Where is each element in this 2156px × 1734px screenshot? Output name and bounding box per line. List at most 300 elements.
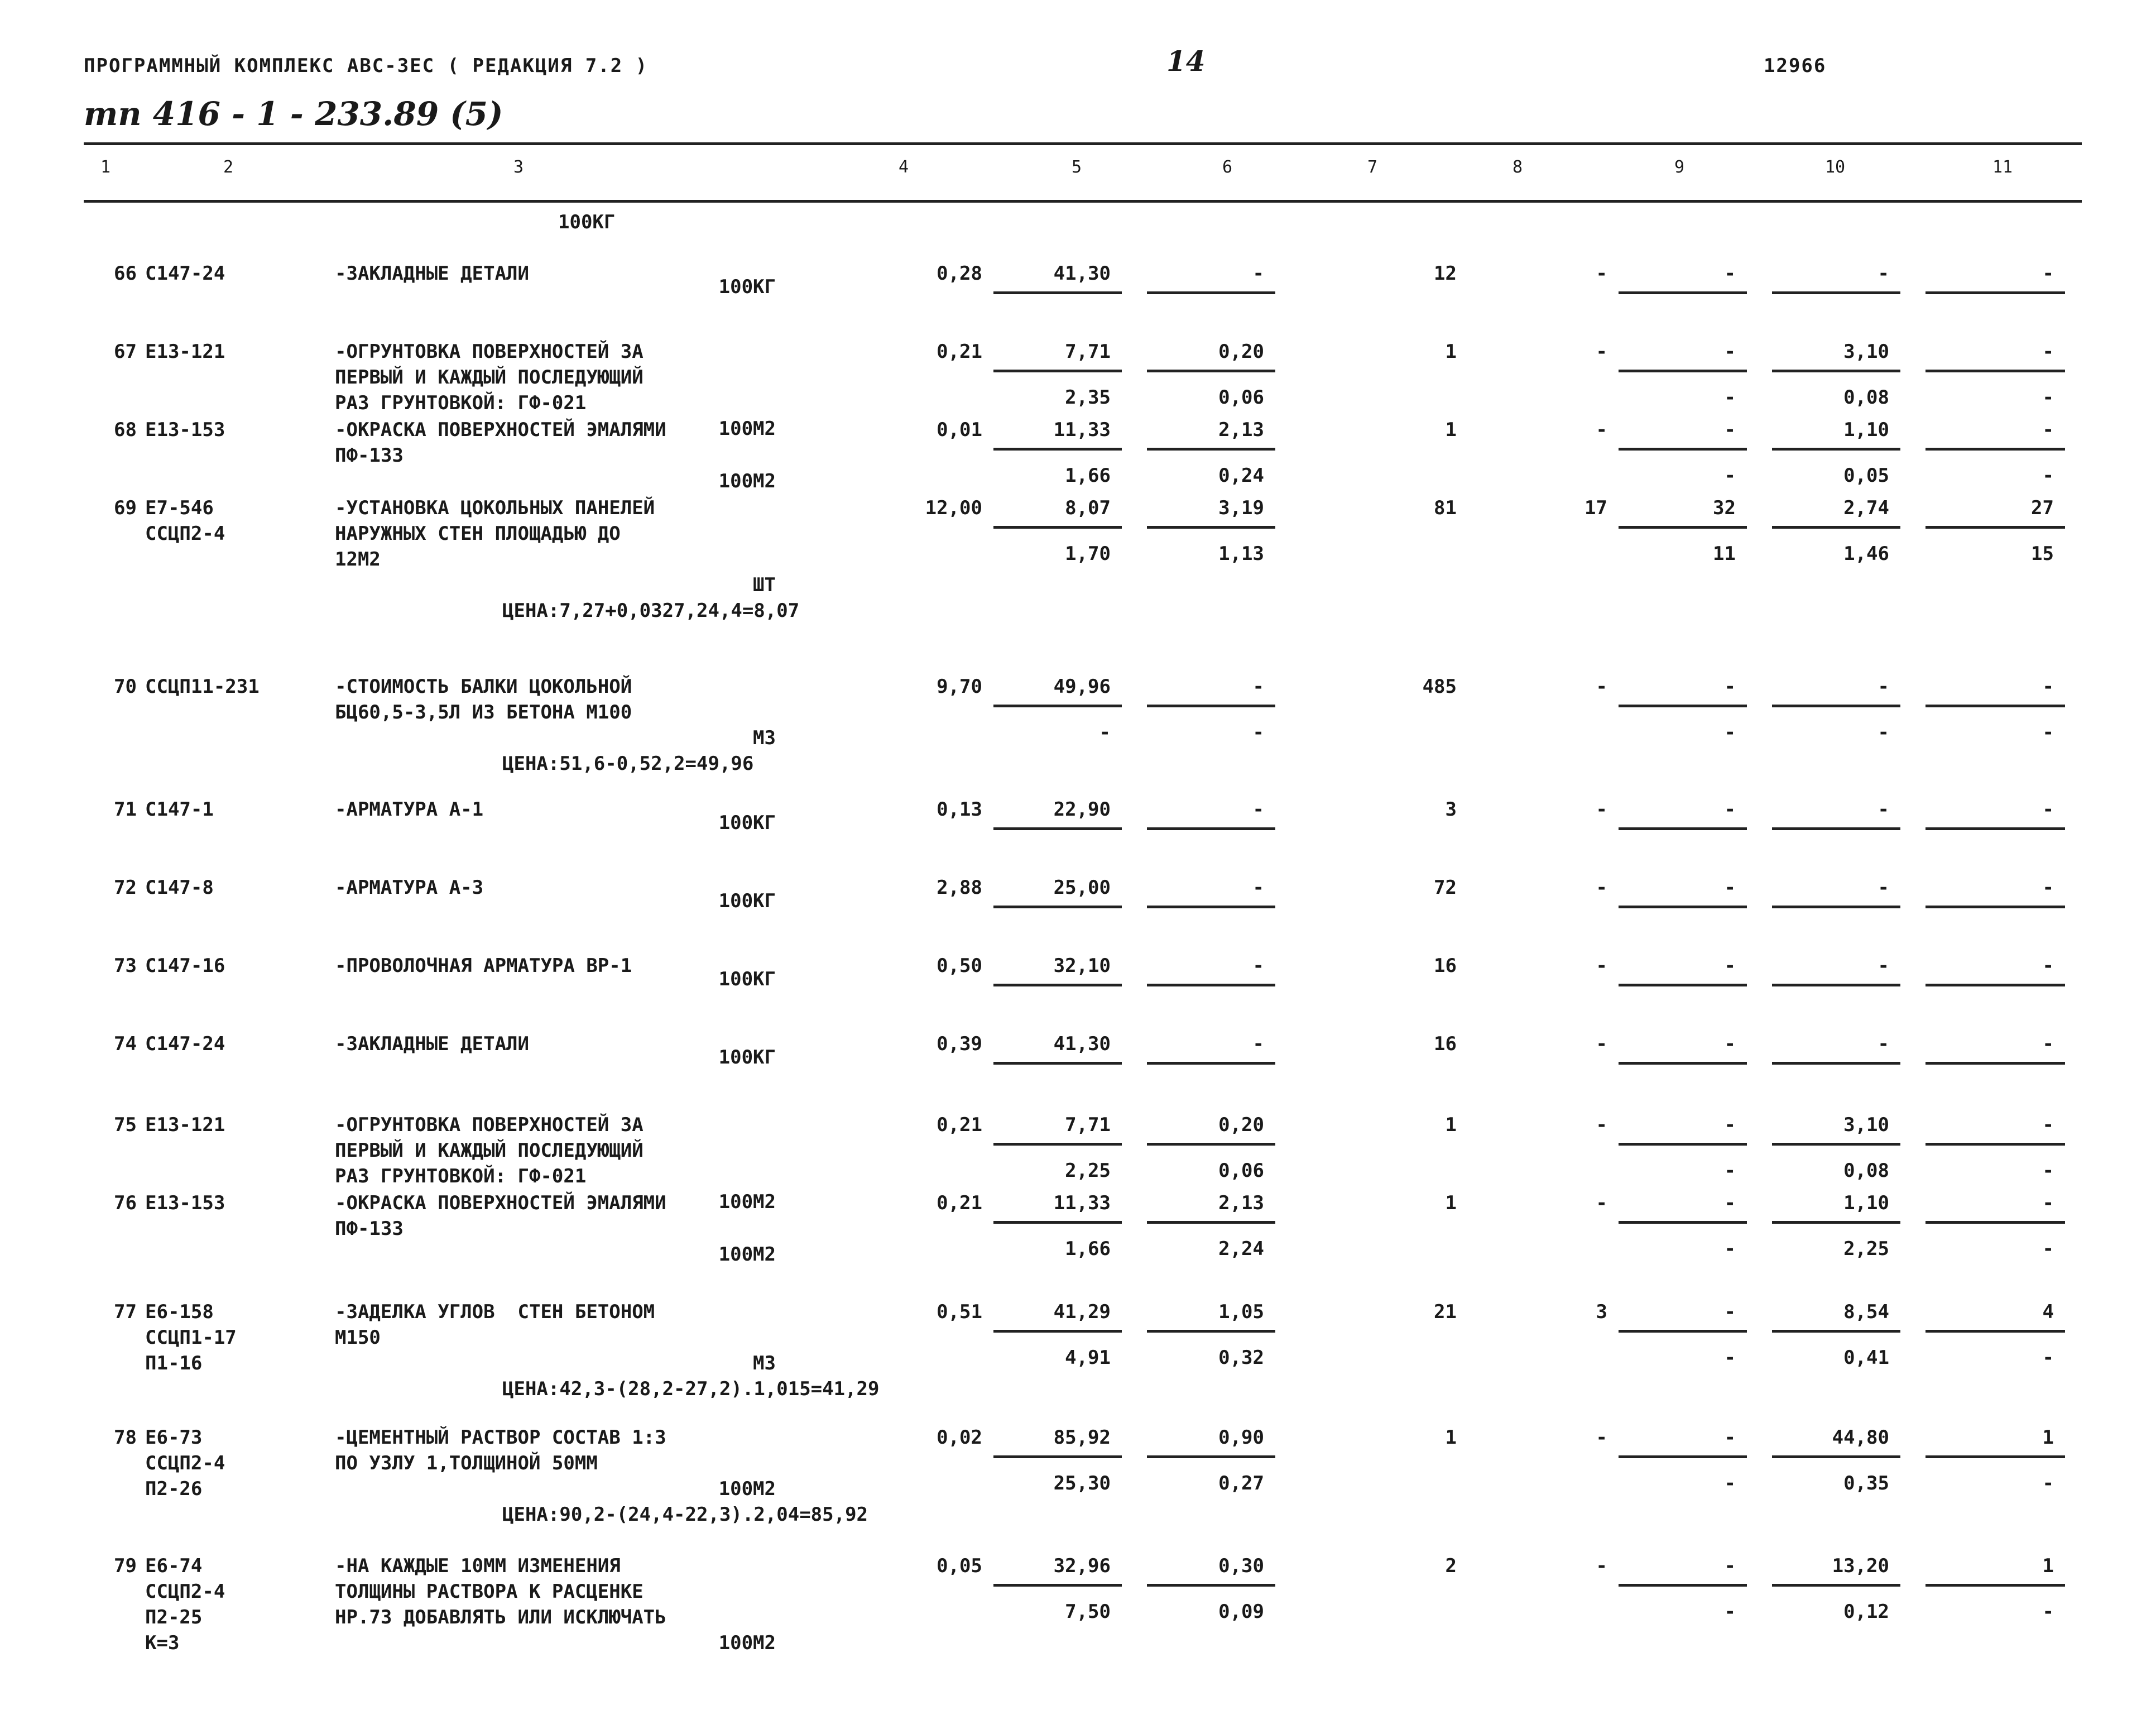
- row-c5-bottom: 1,66: [1065, 464, 1111, 487]
- row-quantity: 9,70: [937, 676, 982, 698]
- row-description: -ЗАДЕЛКА УГЛОВ СТЕН БЕТОНОМ: [335, 1301, 655, 1323]
- row-c11-bottom: 15: [2031, 543, 2054, 565]
- row-description: ПЕРВЫЙ И КАЖДЫЙ ПОСЛЕДУЮЩИЙ: [335, 1139, 644, 1162]
- row-c9-bottom: -: [1724, 386, 1736, 409]
- row-c6-top: 0,20: [1218, 341, 1264, 363]
- row-c11-top: -: [2042, 341, 2054, 363]
- row-c10-underline: [1772, 526, 1900, 529]
- row-c10-underline: [1772, 827, 1900, 830]
- row-c6-top: 3,19: [1218, 497, 1264, 519]
- row-c7: 1: [1445, 1114, 1457, 1136]
- row-number: 74: [114, 1033, 137, 1055]
- row-c8: -: [1596, 262, 1607, 285]
- row-number: 66: [114, 262, 137, 285]
- row-c6-bottom: 0,09: [1218, 1601, 1264, 1623]
- row-c10-top: 1,10: [1843, 1192, 1889, 1214]
- row-c5-underline: [993, 370, 1122, 372]
- row-c5-bottom: 2,35: [1065, 386, 1111, 409]
- row-c11-underline: [1925, 1062, 2065, 1065]
- row-c10-top: 13,20: [1832, 1555, 1889, 1577]
- row-c6-underline: [1147, 1455, 1275, 1458]
- row-description: -ОКРАСКА ПОВЕРХНОСТЕЙ ЭМАЛЯМИ: [335, 419, 666, 441]
- row-c10-top: -: [1878, 1033, 1889, 1055]
- row-description: НР.73 ДОБАВЛЯТЬ ИЛИ ИСКЛЮЧАТЬ: [335, 1606, 666, 1628]
- row-c5-top: 41,30: [1053, 1033, 1111, 1055]
- row-c5-underline: [993, 1455, 1122, 1458]
- row-c7: 2: [1445, 1555, 1457, 1577]
- row-c11-bottom: -: [2042, 1347, 2054, 1369]
- row-c11-top: -: [2042, 1192, 2054, 1214]
- row-c11-underline: [1925, 1221, 2065, 1224]
- row-c10-underline: [1772, 1143, 1900, 1146]
- row-description: 12М2: [335, 548, 381, 571]
- row-c11-underline: [1925, 1584, 2065, 1587]
- row-c5-bottom: 1,66: [1065, 1238, 1111, 1260]
- row-quantity: 0,01: [937, 419, 982, 441]
- row-c7: 1: [1445, 419, 1457, 441]
- row-c11-bottom: -: [2042, 1238, 2054, 1260]
- row-c9-top: -: [1724, 1192, 1736, 1214]
- program-header: ПРОГРАММНЫЙ КОМПЛЕКС АВС-3ЕС ( РЕДАКЦИЯ 7.2 ): [84, 55, 649, 77]
- row-c11-top: -: [2042, 798, 2054, 821]
- row-code: С147-1: [145, 798, 214, 821]
- row-c10-bottom: -: [1878, 721, 1889, 744]
- row-c6-top: 0,20: [1218, 1114, 1264, 1136]
- row-c6-top: 2,13: [1218, 1192, 1264, 1214]
- row-price-note: ЦЕНА:7,27+0,0327,24,4=8,07: [502, 600, 800, 622]
- col-num-11: 11: [1992, 157, 2013, 177]
- row-number: 68: [114, 419, 137, 441]
- row-c5-underline: [993, 1330, 1122, 1333]
- row-c6-top: -: [1252, 798, 1264, 821]
- row-c11-top: 4: [2042, 1301, 2054, 1323]
- row-number: 78: [114, 1426, 137, 1449]
- row-c5-top: 7,71: [1065, 1114, 1111, 1136]
- row-c5-underline: [993, 705, 1122, 707]
- row-c9-top: -: [1724, 1301, 1736, 1323]
- row-code: ССЦП2-4: [145, 523, 225, 545]
- row-c7: 3: [1445, 798, 1457, 821]
- row-code: Е13-121: [145, 341, 225, 363]
- row-c7: 485: [1422, 676, 1457, 698]
- row-code: ССЦП1-17: [145, 1326, 237, 1349]
- row-c9-top: -: [1724, 876, 1736, 899]
- row-c7: 21: [1434, 1301, 1457, 1323]
- row-unit: 100М2: [718, 470, 776, 492]
- row-c5-bottom: 25,30: [1053, 1472, 1111, 1495]
- row-c7: 16: [1434, 1033, 1457, 1055]
- row-description: ПЕРВЫЙ И КАЖДЫЙ ПОСЛЕДУЮЩИЙ: [335, 366, 644, 389]
- row-c6-bottom: 0,06: [1218, 386, 1264, 409]
- row-quantity: 12,00: [925, 497, 982, 519]
- row-c8: -: [1596, 1555, 1607, 1577]
- row-code: С147-16: [145, 955, 225, 977]
- row-c5-top: 41,30: [1053, 262, 1111, 285]
- row-c9-underline: [1619, 1455, 1747, 1458]
- row-c9-bottom: 11: [1713, 543, 1736, 565]
- row-c11-top: -: [2042, 676, 2054, 698]
- row-c11-underline: [1925, 1143, 2065, 1146]
- row-c5-top: 32,10: [1053, 955, 1111, 977]
- row-code: Е13-121: [145, 1114, 225, 1136]
- row-c10-underline: [1772, 291, 1900, 294]
- row-c10-underline: [1772, 1330, 1900, 1333]
- row-c10-top: -: [1878, 798, 1889, 821]
- row-c10-bottom: 0,08: [1843, 1160, 1889, 1182]
- row-c6-underline: [1147, 370, 1275, 372]
- row-c11-top: 1: [2042, 1555, 2054, 1577]
- row-c10-underline: [1772, 1062, 1900, 1065]
- row-code: Е7-546: [145, 497, 214, 519]
- row-c5-underline: [993, 1584, 1122, 1587]
- row-c10-bottom: 0,41: [1843, 1347, 1889, 1369]
- row-c10-top: 1,10: [1843, 419, 1889, 441]
- row-c9-bottom: -: [1724, 1472, 1736, 1495]
- row-c5-underline: [993, 1062, 1122, 1065]
- row-c5-underline: [993, 1221, 1122, 1224]
- row-quantity: 0,21: [937, 341, 982, 363]
- row-price-note: ЦЕНА:42,3-(28,2-27,2).1,015=41,29: [502, 1378, 880, 1400]
- row-code: С147-24: [145, 1033, 225, 1055]
- row-c6-underline: [1147, 1584, 1275, 1587]
- row-number: 69: [114, 497, 137, 519]
- row-code: П2-26: [145, 1478, 203, 1500]
- row-description: -ОКРАСКА ПОВЕРХНОСТЕЙ ЭМАЛЯМИ: [335, 1192, 666, 1214]
- row-c10-top: -: [1878, 876, 1889, 899]
- row-quantity: 0,21: [937, 1114, 982, 1136]
- row-unit: 100КГ: [718, 890, 776, 912]
- row-c9-bottom: -: [1724, 1238, 1736, 1260]
- row-c7: 1: [1445, 341, 1457, 363]
- row-quantity: 0,21: [937, 1192, 982, 1214]
- row-code: ССЦП2-4: [145, 1580, 225, 1603]
- row-c5-underline: [993, 1143, 1122, 1146]
- col-num-7: 7: [1367, 157, 1378, 177]
- col-num-1: 1: [100, 157, 111, 177]
- row-c6-bottom: 1,13: [1218, 543, 1264, 565]
- row-c9-underline: [1619, 1584, 1747, 1587]
- row-c9-underline: [1619, 1143, 1747, 1146]
- row-c6-underline: [1147, 291, 1275, 294]
- row-code: С147-24: [145, 262, 225, 285]
- row-c10-top: -: [1878, 676, 1889, 698]
- row-c5-top: 8,07: [1065, 497, 1111, 519]
- row-c11-underline: [1925, 370, 2065, 372]
- row-c9-top: -: [1724, 1114, 1736, 1136]
- row-c9-top: -: [1724, 798, 1736, 821]
- row-description: -ОГРУНТОВКА ПОВЕРХНОСТЕЙ ЗА: [335, 1114, 644, 1136]
- row-c8: -: [1596, 1192, 1607, 1214]
- row-c9-underline: [1619, 448, 1747, 451]
- row-unit: 100М2: [718, 418, 776, 440]
- row-c11-bottom: -: [2042, 721, 2054, 744]
- row-unit: 100КГ: [718, 812, 776, 834]
- row-c10-underline: [1772, 906, 1900, 908]
- row-c5-bottom: 2,25: [1065, 1160, 1111, 1182]
- row-c10-underline: [1772, 984, 1900, 986]
- row-c10-underline: [1772, 370, 1900, 372]
- row-description: ПФ-133: [335, 1218, 404, 1240]
- carryover-unit: 100КГ: [558, 211, 616, 233]
- row-c6-top: -: [1252, 1033, 1264, 1055]
- row-description: -ОГРУНТОВКА ПОВЕРХНОСТЕЙ ЗА: [335, 341, 644, 363]
- row-c8: -: [1596, 1426, 1607, 1449]
- row-c11-top: 27: [2031, 497, 2054, 519]
- row-c8: -: [1596, 955, 1607, 977]
- col-num-2: 2: [223, 157, 234, 177]
- row-c9-top: -: [1724, 955, 1736, 977]
- row-c5-top: 32,96: [1053, 1555, 1111, 1577]
- row-c6-top: -: [1252, 876, 1264, 899]
- col-num-5: 5: [1072, 157, 1082, 177]
- row-c8: -: [1596, 341, 1607, 363]
- row-description: -АРМАТУРА А-1: [335, 798, 484, 821]
- row-c11-underline: [1925, 291, 2065, 294]
- col-num-4: 4: [899, 157, 909, 177]
- row-unit: 100КГ: [718, 276, 776, 298]
- row-number: 67: [114, 341, 137, 363]
- row-c10-bottom: 0,08: [1843, 386, 1889, 409]
- row-c5-bottom: 1,70: [1065, 543, 1111, 565]
- row-c9-underline: [1619, 526, 1747, 529]
- row-description: ТОЛЩИНЫ РАСТВОРА К РАСЦЕНКЕ: [335, 1580, 644, 1603]
- row-c5-top: 11,33: [1053, 1192, 1111, 1214]
- row-c9-underline: [1619, 1062, 1747, 1065]
- row-c6-bottom: 0,27: [1218, 1472, 1264, 1495]
- row-c6-bottom: -: [1252, 721, 1264, 744]
- row-number: 71: [114, 798, 137, 821]
- row-description: НАРУЖНЫХ СТЕН ПЛОЩАДЬЮ ДО: [335, 523, 621, 545]
- row-code: С147-8: [145, 876, 214, 899]
- row-c9-underline: [1619, 291, 1747, 294]
- row-description: -НА КАЖДЫЕ 10ММ ИЗМЕНЕНИЯ: [335, 1555, 621, 1577]
- row-c9-top: -: [1724, 1555, 1736, 1577]
- col-num-8: 8: [1512, 157, 1523, 177]
- row-quantity: 0,51: [937, 1301, 982, 1323]
- row-c10-bottom: 2,25: [1843, 1238, 1889, 1260]
- row-c5-top: 22,90: [1053, 798, 1111, 821]
- row-c11-underline: [1925, 526, 2065, 529]
- row-c6-bottom: 0,24: [1218, 464, 1264, 487]
- row-c9-bottom: -: [1724, 464, 1736, 487]
- row-c6-underline: [1147, 1330, 1275, 1333]
- row-unit: М3: [753, 727, 776, 749]
- row-code: Е6-158: [145, 1301, 214, 1323]
- row-c6-underline: [1147, 1221, 1275, 1224]
- row-c10-top: 8,54: [1843, 1301, 1889, 1323]
- row-c10-top: -: [1878, 955, 1889, 977]
- row-c11-top: -: [2042, 419, 2054, 441]
- row-quantity: 0,02: [937, 1426, 982, 1449]
- row-unit: 100КГ: [718, 968, 776, 990]
- row-c6-bottom: 0,32: [1218, 1347, 1264, 1369]
- row-c7: 12: [1434, 262, 1457, 285]
- row-description: -ЗАКЛАДНЫЕ ДЕТАЛИ: [335, 1033, 529, 1055]
- row-c7: 1: [1445, 1426, 1457, 1449]
- col-num-10: 10: [1825, 157, 1846, 177]
- row-c8: -: [1596, 676, 1607, 698]
- row-c10-top: 3,10: [1843, 341, 1889, 363]
- row-unit: 100М2: [718, 1243, 776, 1266]
- row-c5-bottom: 7,50: [1065, 1601, 1111, 1623]
- row-code: П1-16: [145, 1352, 203, 1374]
- row-c11-top: -: [2042, 1033, 2054, 1055]
- row-c6-bottom: 2,24: [1218, 1238, 1264, 1260]
- row-c8: -: [1596, 419, 1607, 441]
- row-c6-underline: [1147, 827, 1275, 830]
- row-c8: 17: [1584, 497, 1607, 519]
- row-c6-underline: [1147, 984, 1275, 986]
- row-code: ССЦП11-231: [145, 676, 260, 698]
- row-c10-bottom: 0,05: [1843, 464, 1889, 487]
- col-num-9: 9: [1674, 157, 1685, 177]
- row-c9-top: -: [1724, 419, 1736, 441]
- row-description: ПО УЗЛУ 1,ТОЛЩИНОЙ 50ММ: [335, 1452, 598, 1474]
- row-c11-top: -: [2042, 876, 2054, 899]
- row-c5-bottom: -: [1099, 721, 1111, 744]
- row-c7: 81: [1434, 497, 1457, 519]
- row-c9-top: -: [1724, 1033, 1736, 1055]
- row-c7: 72: [1434, 876, 1457, 899]
- row-c10-underline: [1772, 448, 1900, 451]
- row-c9-bottom: -: [1724, 1601, 1736, 1623]
- row-code: П2-25: [145, 1606, 203, 1628]
- row-c11-top: -: [2042, 1114, 2054, 1136]
- row-code: Е13-153: [145, 419, 225, 441]
- row-c9-underline: [1619, 705, 1747, 707]
- row-c5-top: 85,92: [1053, 1426, 1111, 1449]
- row-c5-top: 41,29: [1053, 1301, 1111, 1323]
- row-description: -ПРОВОЛОЧНАЯ АРМАТУРА ВР-1: [335, 955, 632, 977]
- row-c11-top: -: [2042, 262, 2054, 285]
- row-quantity: 0,13: [937, 798, 982, 821]
- row-c5-top: 7,71: [1065, 341, 1111, 363]
- document-id: 12966: [1764, 55, 1827, 77]
- page-number: 14: [1166, 45, 1206, 78]
- row-c10-underline: [1772, 1455, 1900, 1458]
- row-c8: -: [1596, 798, 1607, 821]
- row-quantity: 0,05: [937, 1555, 982, 1577]
- row-number: 75: [114, 1114, 137, 1136]
- row-c10-underline: [1772, 705, 1900, 707]
- row-c9-underline: [1619, 827, 1747, 830]
- row-c5-bottom: 4,91: [1065, 1347, 1111, 1369]
- row-c5-underline: [993, 291, 1122, 294]
- row-c7: 1: [1445, 1192, 1457, 1214]
- row-description: -ЗАКЛАДНЫЕ ДЕТАЛИ: [335, 262, 529, 285]
- row-number: 70: [114, 676, 137, 698]
- row-c11-bottom: -: [2042, 464, 2054, 487]
- row-c6-top: -: [1252, 955, 1264, 977]
- row-description: -УСТАНОВКА ЦОКОЛЬНЫХ ПАНЕЛЕЙ: [335, 497, 655, 519]
- row-c10-top: 44,80: [1832, 1426, 1889, 1449]
- row-c5-top: 11,33: [1053, 419, 1111, 441]
- row-c11-top: 1: [2042, 1426, 2054, 1449]
- row-c9-bottom: -: [1724, 721, 1736, 744]
- row-number: 72: [114, 876, 137, 899]
- row-unit: 100М2: [718, 1191, 776, 1213]
- row-c6-underline: [1147, 526, 1275, 529]
- row-description: -СТОИМОСТЬ БАЛКИ ЦОКОЛЬНОЙ: [335, 676, 632, 698]
- project-code: тп 416 - 1 - 233.89 (5): [84, 95, 503, 133]
- row-description: БЦ60,5-3,5Л ИЗ БЕТОНА М100: [335, 701, 632, 724]
- row-c5-top: 49,96: [1053, 676, 1111, 698]
- row-c11-bottom: -: [2042, 1601, 2054, 1623]
- row-c6-bottom: 0,06: [1218, 1160, 1264, 1182]
- row-unit: 100КГ: [718, 1046, 776, 1069]
- row-number: 79: [114, 1555, 137, 1577]
- row-c6-underline: [1147, 448, 1275, 451]
- row-c11-bottom: -: [2042, 1472, 2054, 1495]
- row-c6-top: -: [1252, 262, 1264, 285]
- row-description: -ЦЕМЕНТНЫЙ РАСТВОР СОСТАВ 1:3: [335, 1426, 666, 1449]
- row-c8: 3: [1596, 1301, 1607, 1323]
- row-c8: -: [1596, 1033, 1607, 1055]
- row-unit: М3: [753, 1352, 776, 1374]
- row-description: М150: [335, 1326, 381, 1349]
- row-description: ПФ-133: [335, 444, 404, 467]
- row-c8: -: [1596, 876, 1607, 899]
- row-description: РАЗ ГРУНТОВКОЙ: ГФ-021: [335, 1165, 587, 1187]
- row-c9-underline: [1619, 1330, 1747, 1333]
- row-quantity: 2,88: [937, 876, 982, 899]
- row-c6-underline: [1147, 705, 1275, 707]
- row-c9-underline: [1619, 1221, 1747, 1224]
- row-c9-top: -: [1724, 262, 1736, 285]
- row-c6-top: 0,90: [1218, 1426, 1264, 1449]
- row-c6-top: 2,13: [1218, 419, 1264, 441]
- row-description: РАЗ ГРУНТОВКОЙ: ГФ-021: [335, 392, 587, 414]
- row-c10-underline: [1772, 1221, 1900, 1224]
- row-c11-bottom: -: [2042, 386, 2054, 409]
- row-c7: 16: [1434, 955, 1457, 977]
- row-c11-top: -: [2042, 955, 2054, 977]
- row-unit: 100М2: [718, 1478, 776, 1500]
- row-c11-underline: [1925, 705, 2065, 707]
- row-c10-top: -: [1878, 262, 1889, 285]
- row-c9-bottom: -: [1724, 1160, 1736, 1182]
- row-c5-top: 25,00: [1053, 876, 1111, 899]
- row-code: Е6-73: [145, 1426, 203, 1449]
- row-c10-bottom: 0,35: [1843, 1472, 1889, 1495]
- row-quantity: 0,50: [937, 955, 982, 977]
- row-c10-top: 3,10: [1843, 1114, 1889, 1136]
- row-c6-top: 0,30: [1218, 1555, 1264, 1577]
- row-code: Е6-74: [145, 1555, 203, 1577]
- row-c9-top: -: [1724, 676, 1736, 698]
- row-price-note: ЦЕНА:51,6-0,52,2=49,96: [502, 753, 754, 775]
- row-c9-underline: [1619, 984, 1747, 986]
- col-num-3: 3: [513, 157, 524, 177]
- row-c6-underline: [1147, 1062, 1275, 1065]
- row-unit: ШТ: [753, 574, 776, 596]
- row-code: К=3: [145, 1632, 180, 1654]
- row-c11-underline: [1925, 984, 2065, 986]
- row-number: 77: [114, 1301, 137, 1323]
- row-quantity: 0,28: [937, 262, 982, 285]
- row-c11-underline: [1925, 827, 2065, 830]
- row-c9-top: 32: [1713, 497, 1736, 519]
- row-c11-underline: [1925, 906, 2065, 908]
- row-c10-bottom: 1,46: [1843, 543, 1889, 565]
- row-c5-underline: [993, 906, 1122, 908]
- row-c11-bottom: -: [2042, 1160, 2054, 1182]
- row-number: 73: [114, 955, 137, 977]
- row-c5-underline: [993, 984, 1122, 986]
- row-c9-top: -: [1724, 341, 1736, 363]
- row-code: ССЦП2-4: [145, 1452, 225, 1474]
- row-quantity: 0,39: [937, 1033, 982, 1055]
